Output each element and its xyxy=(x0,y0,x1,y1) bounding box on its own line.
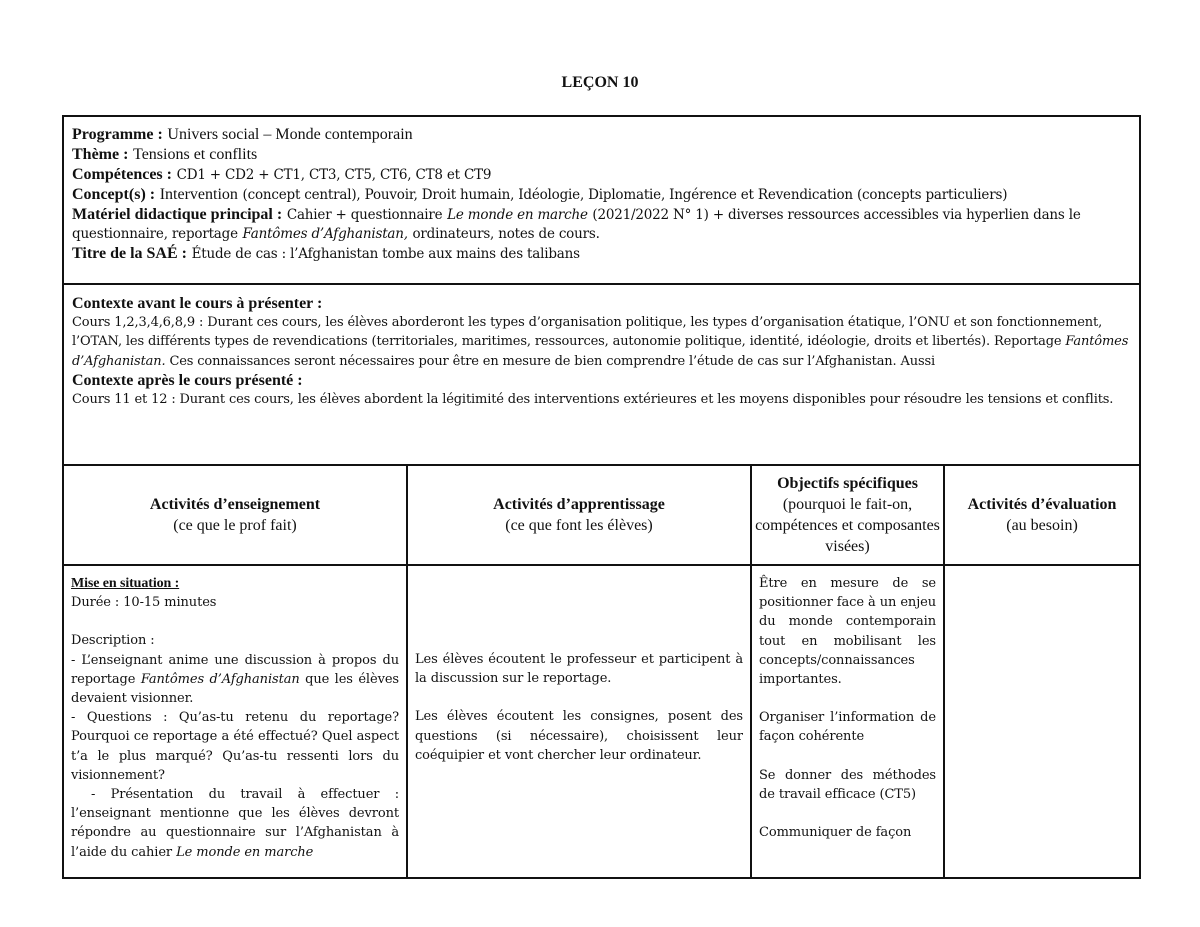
teaching-p3-italic: Le monde en marche xyxy=(176,844,314,860)
theme-value: Tensions et conflits xyxy=(133,146,258,163)
col-title-evaluation: Activités d’évaluation xyxy=(967,496,1117,513)
sae-label: Titre de la SAÉ : xyxy=(72,245,187,262)
theme-label: Thème : xyxy=(72,146,129,163)
materiel-part2: (2021/2022 N° 1) + diverses ressources accessibles via hyperlien dans le questionnaire, reportage xyxy=(72,207,1081,242)
col-subtitle-evaluation: (au besoin) xyxy=(1006,517,1078,534)
col-subtitle-learning: (ce que font les élèves) xyxy=(505,517,653,534)
context-after-text: Cours 11 et 12 : Durant ces cours, les élèves abordent la légitimité des interventions extérieures et les moyens disponibles pour résoudre les tensions et conflits. xyxy=(72,392,1114,408)
teaching-p3-a: - Présentation du travail à effectuer : l’enseignant mentionne que les élèves devront répondre au questionnaire sur l’Afghanistan à l’aide du cahier xyxy=(71,787,399,860)
competences-line xyxy=(72,165,1131,185)
competences-label: Compétences : xyxy=(72,166,172,183)
objective-4: Communiquer de façon xyxy=(759,825,912,841)
column-header-row xyxy=(63,465,1140,565)
duration-text: Durée : 10-15 minutes xyxy=(71,595,217,611)
objective-2: Organiser l’information de façon cohérente xyxy=(759,710,936,745)
col-header-objectives xyxy=(751,465,944,565)
concepts-line xyxy=(72,185,1131,205)
lesson-plan-table xyxy=(62,115,1141,879)
sae-value: Étude de cas : l’Afghanistan tombe aux mains des talibans xyxy=(191,246,580,262)
col-title-learning: Activités d’apprentissage xyxy=(493,496,665,513)
materiel-label: Matériel didactique principal : xyxy=(72,206,283,223)
learning-cell xyxy=(407,565,751,878)
programme-value: Univers social – Monde contemporain xyxy=(167,126,413,143)
evaluation-cell xyxy=(944,565,1140,878)
teaching-paragraph-3 xyxy=(71,785,399,862)
context-after-label: Contexte après le cours présenté : xyxy=(72,371,303,389)
context-before-part1: Cours 1,2,3,4,6,8,9 : Durant ces cours, les élèves aborderont les types d’organisation politique, les types d’organisation étatique, l’ONU et son fonctionnement, l’OTAN, les différents types de revendications (territoriales, maritimes, ressources, autonomie politique, identité, idéologie, droits et libertés). Reportage xyxy=(72,315,1103,350)
teaching-cell xyxy=(63,565,407,878)
concepts-value: (concept central), Pouvoir, Droit humain, Idéologie, Diplomatie, Ingérence et Revendication (concepts particuliers) xyxy=(242,187,1008,203)
context-box xyxy=(63,284,1140,465)
col-title-teaching: Activités d’enseignement xyxy=(149,496,321,513)
col-title-objectives: Objectifs spécifiques xyxy=(777,475,918,492)
programme-label: Programme : xyxy=(72,126,163,143)
materiel-line xyxy=(72,205,1131,244)
materiel-part1: Cahier + questionnaire xyxy=(286,207,443,223)
programme-line xyxy=(72,125,1131,145)
teaching-p1-a: - L’enseignant anime une discussion à propos du reportage xyxy=(71,652,399,687)
materiel-part3: ordinateurs, notes de cours. xyxy=(412,226,600,242)
col-header-evaluation xyxy=(944,465,1140,565)
objective-3: Se donner des méthodes de travail efficace (CT5) xyxy=(759,767,936,802)
teaching-paragraph-2: - Questions : Qu’as-tu retenu du reportage? Pourquoi ce reportage a été effectué? Quel aspect t’a le plus marqué? Qu’as-tu ressenti lors du visionnement? xyxy=(71,710,399,783)
theme-line xyxy=(72,145,1131,165)
materiel-italic1: Le monde en marche xyxy=(447,207,588,223)
info-row xyxy=(63,116,1140,284)
objective-1: Être en mesure de se positionner face à un enjeu du monde contemporain tout en mobilisant les concepts/connaissances importantes. xyxy=(759,576,936,688)
context-before-part2: Ces connaissances seront nécessaires pour être en mesure de bien comprendre l’étude de cas sur l’Afghanistan. Aussi xyxy=(169,353,936,369)
col-header-teaching xyxy=(63,465,407,565)
context-row xyxy=(63,284,1140,465)
context-before-italic: Fantômes d’Afghanistan. xyxy=(72,334,1129,369)
info-box xyxy=(63,116,1140,284)
teaching-p1-b: que les élèves devaient visionner. xyxy=(71,671,399,707)
objectives-cell xyxy=(751,565,944,878)
col-header-learning xyxy=(407,465,751,565)
description-label: Description : xyxy=(71,633,155,649)
col-subtitle-objectives: (pourquoi le fait-on, compétences et composantes visées) xyxy=(755,496,940,555)
context-before-text xyxy=(72,313,1131,371)
competences-value: CD1 + CD2 + CT1, CT3, CT5, CT6, CT8 et CT9 xyxy=(176,167,492,183)
col-subtitle-teaching: (ce que le prof fait) xyxy=(173,517,297,534)
learning-paragraph-2: Les élèves écoutent les consignes, posent des questions (si nécessaire), choisissent leur coéquipier et vont chercher leur ordinateur. xyxy=(415,709,743,763)
mise-en-situation-heading: Mise en situation : xyxy=(71,576,180,591)
materiel-italic2: Fantômes d’Afghanistan, xyxy=(242,226,408,242)
learning-paragraph-1: Les élèves écoutent le professeur et participent à la discussion sur le reportage. xyxy=(415,652,743,687)
page-title: LEÇON 10 xyxy=(561,74,639,91)
concepts-label: Concept(s) : xyxy=(72,186,156,203)
teaching-p1-italic: Fantômes d’Afghanistan xyxy=(140,671,300,687)
teaching-paragraph-1 xyxy=(71,651,399,709)
context-before-label: Contexte avant le cours à présenter : xyxy=(72,295,323,312)
concepts-value-lead: Intervention xyxy=(159,186,238,203)
sae-line xyxy=(72,244,1131,264)
activity-row xyxy=(63,565,1140,878)
